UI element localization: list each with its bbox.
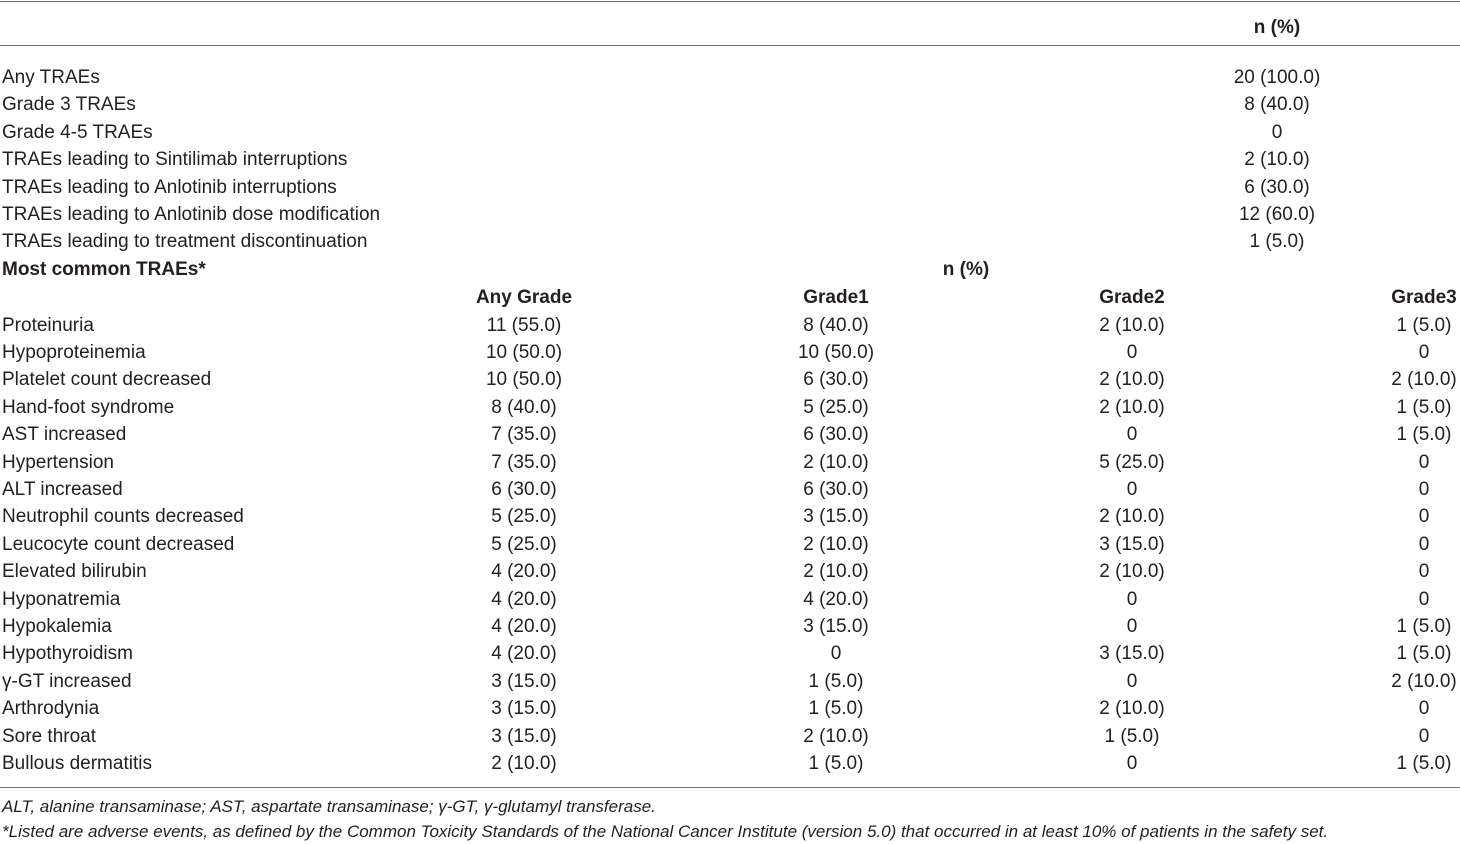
cell-grade2: 0	[1126, 341, 1138, 363]
cell-any-grade: 4 (20.0)	[491, 615, 557, 637]
summary-row-label: TRAEs leading to Anlotinib interruptions	[2, 176, 337, 198]
cell-grade1: 2 (10.0)	[803, 533, 869, 555]
summary-row	[0, 146, 1460, 173]
cell-grade1: 1 (5.0)	[808, 752, 864, 774]
summary-row-value: 0	[1271, 121, 1283, 143]
table-row	[0, 586, 1460, 613]
adverse-event-label: γ-GT increased	[2, 670, 132, 692]
summary-row-label: TRAEs leading to treatment discontinuation	[2, 231, 368, 253]
adverse-event-label: Bullous dermatitis	[2, 752, 152, 774]
table-bottom-rule	[0, 787, 1460, 788]
cell-grade2: 2 (10.0)	[1099, 506, 1165, 528]
cell-any-grade: 3 (15.0)	[491, 670, 557, 692]
cell-grade3: 1 (5.0)	[1396, 615, 1452, 637]
summary-row-value: 8 (40.0)	[1244, 94, 1310, 116]
common-section-row	[0, 256, 1460, 283]
cell-grade2: 1 (5.0)	[1104, 725, 1160, 747]
table-row	[0, 531, 1460, 558]
adverse-event-label: Neutrophil counts decreased	[2, 506, 244, 528]
cell-grade3: 1 (5.0)	[1396, 396, 1452, 418]
adverse-event-label: Elevated bilirubin	[2, 561, 147, 583]
cell-grade1: 2 (10.0)	[803, 451, 869, 473]
summary-row	[0, 174, 1460, 201]
summary-header: n (%)	[1253, 17, 1301, 38]
table-row	[0, 503, 1460, 530]
adverse-event-label: Arthrodynia	[2, 698, 100, 720]
table-row	[0, 613, 1460, 640]
cell-any-grade: 4 (20.0)	[491, 561, 557, 583]
summary-row-value: 1 (5.0)	[1249, 231, 1305, 253]
cell-any-grade: 10 (50.0)	[485, 369, 563, 391]
table-row	[0, 476, 1460, 503]
cell-grade3: 0	[1418, 506, 1430, 528]
summary-row-label: Grade 4-5 TRAEs	[2, 121, 153, 143]
adverse-event-label: Hypoproteinemia	[2, 341, 146, 363]
table-row	[0, 394, 1460, 421]
summary-row-value: 20 (100.0)	[1233, 67, 1321, 88]
adverse-event-label: Platelet count decreased	[2, 369, 212, 391]
cell-grade1: 2 (10.0)	[803, 561, 869, 583]
common-section-label: Most common TRAEs*	[2, 259, 206, 280]
table-row	[0, 558, 1460, 585]
adverse-event-label: Hypertension	[2, 451, 114, 473]
cell-grade3: 0	[1418, 478, 1430, 500]
table-row	[0, 366, 1460, 393]
cell-grade1: 10 (50.0)	[797, 341, 875, 363]
adverse-event-label: Leucocyte count decreased	[2, 533, 235, 555]
cell-grade3: 0	[1418, 341, 1430, 363]
cell-any-grade: 4 (20.0)	[491, 588, 557, 610]
summary-row-label: TRAEs leading to Sintilimab interruptions	[2, 149, 348, 171]
cell-grade2: 2 (10.0)	[1099, 314, 1165, 336]
cell-grade1: 8 (40.0)	[803, 314, 869, 336]
summary-row	[0, 119, 1460, 146]
cell-grade2: 2 (10.0)	[1099, 396, 1165, 418]
cell-any-grade: 3 (15.0)	[491, 698, 557, 720]
cell-grade3: 0	[1418, 533, 1430, 555]
common-columns-row	[0, 284, 1460, 311]
table-row	[0, 339, 1460, 366]
cell-grade3: 1 (5.0)	[1396, 752, 1452, 774]
abbreviations-footnote: ALT, alanine transaminase; AST, aspartate transaminase; γ-GT, γ-glutamyl transferase.	[2, 797, 656, 816]
column-header-grade3: Grade3	[1391, 287, 1457, 308]
adverse-event-label: Sore throat	[2, 725, 96, 747]
summary-row	[0, 91, 1460, 118]
cell-grade2: 0	[1126, 670, 1138, 692]
common-group-header: n (%)	[942, 259, 990, 280]
cell-grade1: 2 (10.0)	[803, 725, 869, 747]
summary-row-label: Grade 3 TRAEs	[2, 94, 136, 116]
asterisk-footnote: *Listed are adverse events, as defined by the Common Toxicity Standards of the National Cancer Institute (version 5.0) that occurred in at least 10% of patients in the safety set.	[2, 822, 1329, 841]
cell-grade3: 0	[1418, 561, 1430, 583]
cell-any-grade: 5 (25.0)	[491, 533, 557, 555]
cell-grade2: 2 (10.0)	[1099, 369, 1165, 391]
summary-row	[0, 64, 1460, 91]
summary-header-row	[0, 14, 1460, 41]
summary-row	[0, 201, 1460, 228]
cell-grade2: 5 (25.0)	[1099, 451, 1165, 473]
cell-any-grade: 6 (30.0)	[491, 478, 557, 500]
cell-any-grade: 10 (50.0)	[485, 341, 563, 363]
cell-grade3: 0	[1418, 451, 1430, 473]
cell-grade3: 0	[1418, 725, 1430, 747]
cell-grade1: 4 (20.0)	[803, 588, 869, 610]
cell-grade1: 3 (15.0)	[803, 615, 869, 637]
table-row	[0, 668, 1460, 695]
cell-grade1: 1 (5.0)	[808, 670, 864, 692]
summary-row-value: 2 (10.0)	[1244, 149, 1310, 171]
adverse-event-label: AST increased	[2, 424, 127, 446]
cell-grade3: 0	[1418, 588, 1430, 610]
table-row	[0, 723, 1460, 750]
header-rule	[0, 45, 1460, 46]
table-row	[0, 640, 1460, 667]
cell-grade1: 5 (25.0)	[803, 396, 869, 418]
column-header-grade2: Grade2	[1099, 287, 1165, 308]
summary-row-value: 12 (60.0)	[1238, 204, 1316, 225]
column-header-any-grade: Any Grade	[475, 287, 573, 308]
cell-any-grade: 5 (25.0)	[491, 506, 557, 528]
cell-grade1: 1 (5.0)	[808, 698, 864, 720]
cell-any-grade: 3 (15.0)	[491, 725, 557, 747]
adverse-event-label: Hypokalemia	[2, 615, 112, 637]
table-top-rule	[0, 1, 1460, 2]
adverse-event-label: Hand-foot syndrome	[2, 396, 175, 418]
summary-row-label: TRAEs leading to Anlotinib dose modification	[2, 204, 381, 225]
cell-grade2: 0	[1126, 588, 1138, 610]
cell-grade1: 6 (30.0)	[803, 424, 869, 446]
adverse-event-label: ALT increased	[2, 478, 123, 500]
summary-row-label: Any TRAEs	[2, 67, 100, 88]
table-row	[0, 449, 1460, 476]
cell-grade1: 3 (15.0)	[803, 506, 869, 528]
cell-grade1: 0	[830, 643, 842, 665]
cell-any-grade: 7 (35.0)	[491, 451, 557, 473]
table-row	[0, 421, 1460, 448]
cell-any-grade: 11 (55.0)	[486, 314, 562, 336]
cell-grade3: 1 (5.0)	[1396, 643, 1452, 665]
cell-grade3: 2 (10.0)	[1391, 670, 1457, 692]
cell-grade2: 0	[1126, 424, 1138, 446]
cell-any-grade: 7 (35.0)	[491, 424, 557, 446]
cell-grade2: 0	[1126, 752, 1138, 774]
summary-row-value: 6 (30.0)	[1244, 176, 1310, 198]
cell-any-grade: 8 (40.0)	[491, 396, 557, 418]
cell-grade3: 0	[1418, 698, 1430, 720]
cell-grade3: 1 (5.0)	[1396, 314, 1452, 336]
cell-any-grade: 4 (20.0)	[491, 643, 557, 665]
table-row	[0, 750, 1460, 777]
cell-grade2: 3 (15.0)	[1099, 643, 1165, 665]
cell-grade3: 2 (10.0)	[1391, 369, 1457, 391]
column-header-grade1: Grade1	[803, 287, 869, 308]
adverse-event-label: Hyponatremia	[2, 588, 121, 610]
cell-grade2: 2 (10.0)	[1099, 561, 1165, 583]
cell-grade2: 0	[1126, 615, 1138, 637]
cell-any-grade: 2 (10.0)	[491, 752, 557, 774]
cell-grade1: 6 (30.0)	[803, 369, 869, 391]
cell-grade2: 0	[1126, 478, 1138, 500]
table-row	[0, 312, 1460, 339]
cell-grade2: 3 (15.0)	[1099, 533, 1165, 555]
cell-grade3: 1 (5.0)	[1396, 424, 1452, 446]
table-row	[0, 695, 1460, 722]
summary-row	[0, 228, 1460, 255]
cell-grade2: 2 (10.0)	[1099, 698, 1165, 720]
adverse-event-label: Hypothyroidism	[2, 643, 133, 665]
cell-grade1: 6 (30.0)	[803, 478, 869, 500]
adverse-event-label: Proteinuria	[2, 314, 94, 336]
